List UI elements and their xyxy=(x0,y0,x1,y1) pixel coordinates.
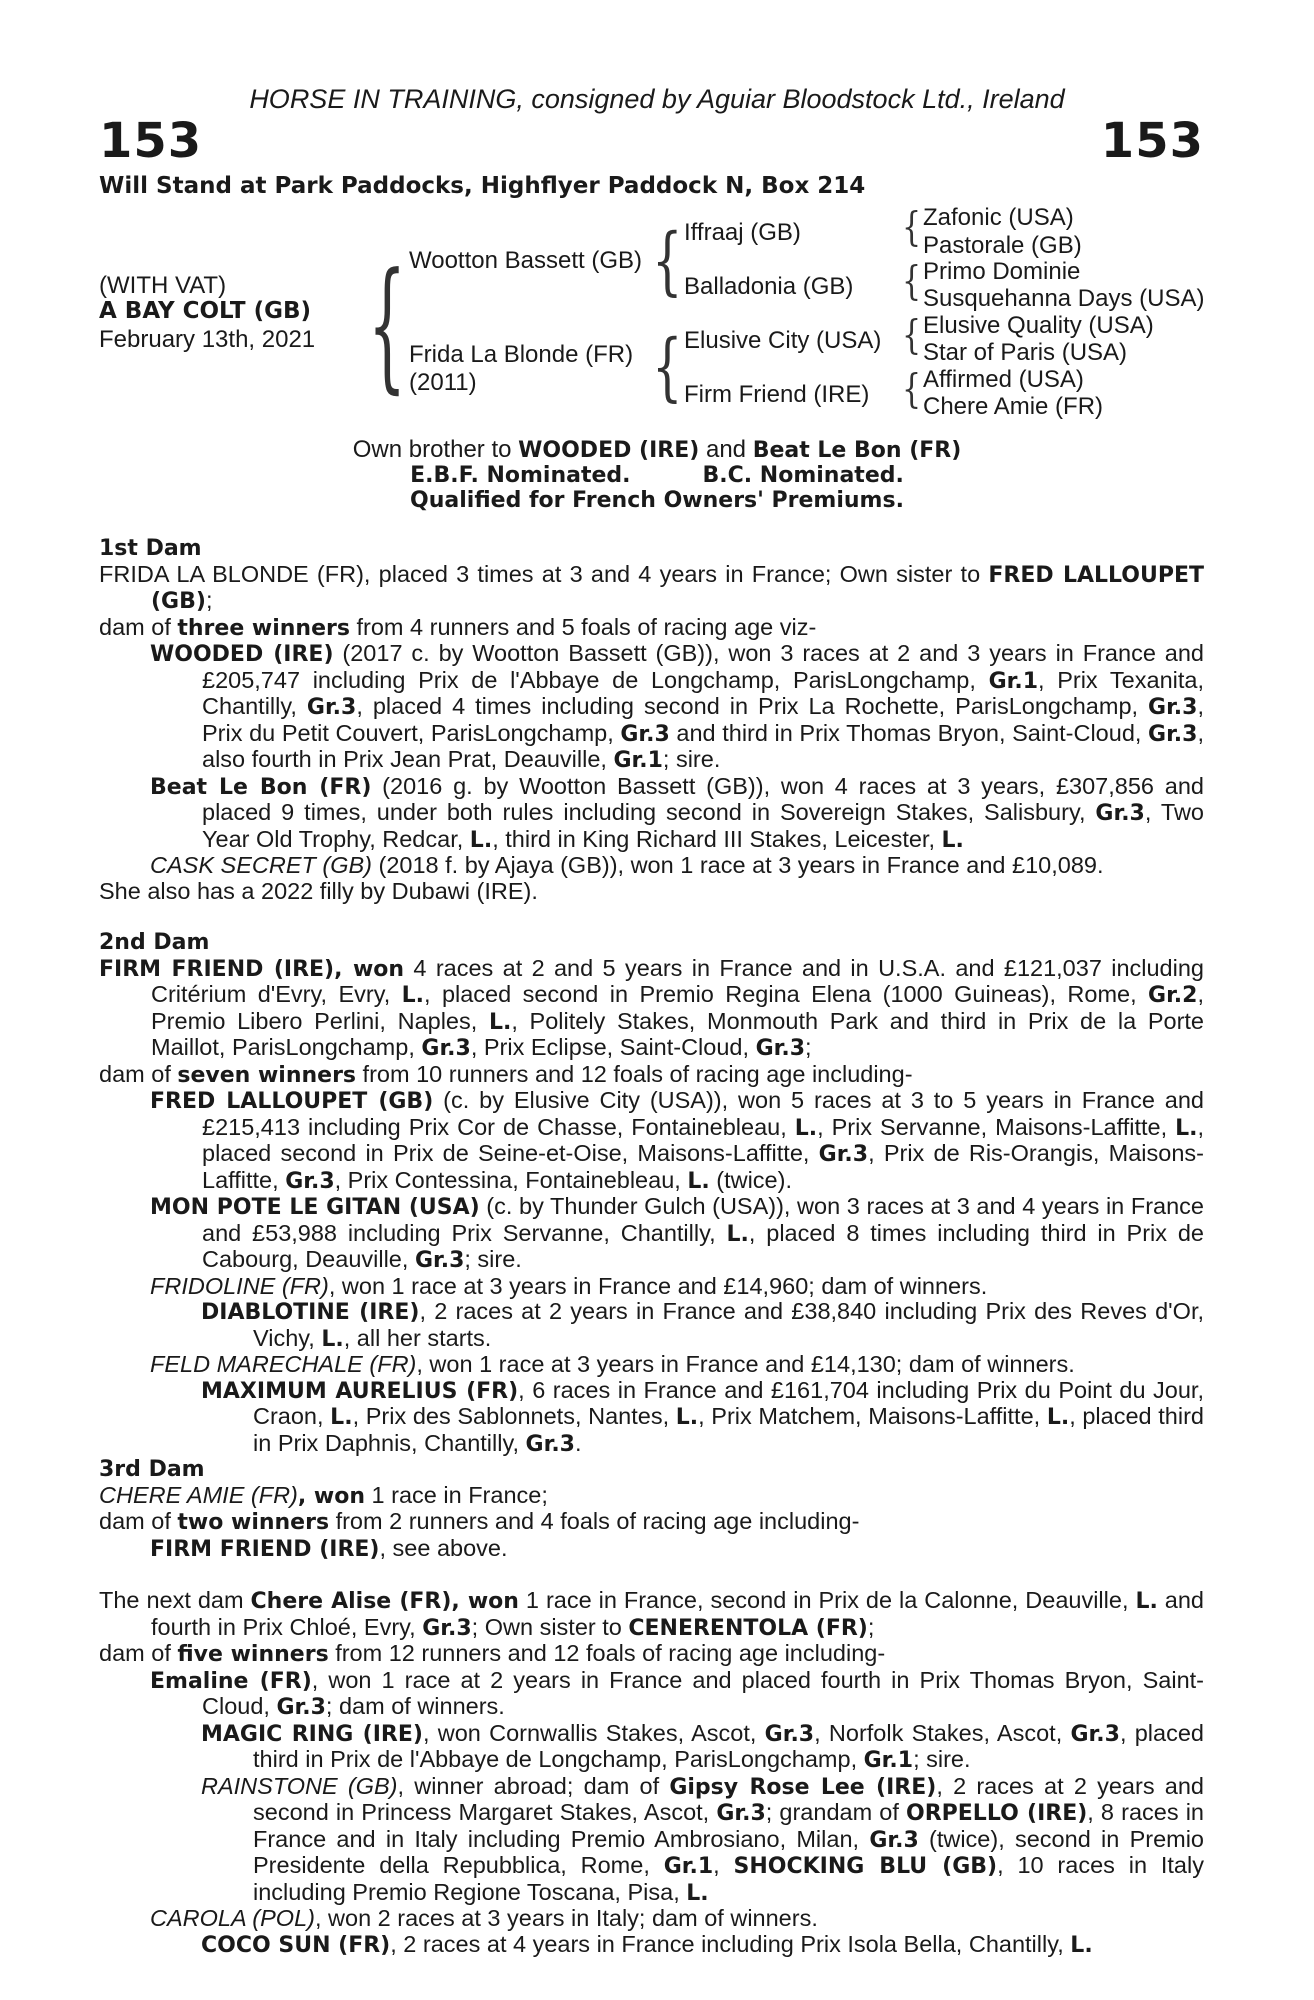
text-run: Gr.1 xyxy=(988,668,1038,694)
own-brother-2: Beat Le Bon (FR) xyxy=(752,438,962,463)
text-run: L. xyxy=(1175,1115,1198,1141)
text-run: FRED LALLOUPET (GB) xyxy=(150,1089,434,1114)
text-run: ; sire. xyxy=(913,1746,971,1772)
text-run: , 6 races in France and £161,704 including Prix du Point du Jour, Craon, xyxy=(253,1376,1204,1429)
text-run: Gr.3 xyxy=(620,721,670,747)
text-run: Emaline (FR) xyxy=(150,1668,312,1694)
produce-beat-le-bon xyxy=(99,774,1204,854)
text-run: Chere Alise (FR) xyxy=(250,1589,452,1614)
text-run: Gr.3 xyxy=(818,1142,869,1167)
pedigree-sire-sire: Iffraaj (GB) xyxy=(684,219,801,246)
text-run: Gr.1 xyxy=(613,748,663,773)
text-run: , also fourth in Prix Jean Prat, Deauville, xyxy=(202,719,1204,772)
pedigree-dam-sire: Elusive City (USA) xyxy=(684,327,882,354)
own-brother-prefix: Own brother to xyxy=(352,436,519,463)
text-run: Gr.3 xyxy=(1148,721,1198,747)
text-run: MAXIMUM AURELIUS (FR) xyxy=(201,1378,519,1404)
text-run: MON POTE LE GITAN (USA) xyxy=(150,1195,480,1220)
produce-fridoline xyxy=(99,1274,1204,1300)
produce-record xyxy=(99,536,1204,1958)
text-run: (twice). xyxy=(709,1166,792,1193)
text-run: CHERE AMIE (FR) xyxy=(99,1481,298,1508)
produce-diablotine xyxy=(99,1299,1204,1352)
pedigree-sdd: Susquehanna Days (USA) xyxy=(923,285,1205,312)
text-run: , 10 races in Italy including Premio Regione Toscana, Pisa, xyxy=(253,1852,1204,1905)
text-run: L. xyxy=(726,1221,749,1247)
french-premiums-line xyxy=(0,487,1314,513)
text-run: FRIDA LA BLONDE (FR), placed 3 times at 3 and 4 years in France; Own sister to xyxy=(99,560,989,587)
text-run: L. xyxy=(1070,1932,1093,1958)
nominations-line xyxy=(0,462,1314,488)
dam-brace: { xyxy=(652,324,683,411)
pedigree-ddd: Chere Amie (FR) xyxy=(923,393,1104,420)
text-run: SHOCKING BLU (GB) xyxy=(733,1854,998,1879)
brace-sd: { xyxy=(902,258,922,306)
second-dam-heading: 2nd Dam xyxy=(99,930,210,955)
brace-ds: { xyxy=(902,312,922,360)
text-run: FIRM FRIEND (IRE) xyxy=(150,1536,380,1562)
text-run: , won xyxy=(451,1589,519,1614)
main-brace: { xyxy=(368,244,407,409)
text-run: CASK SECRET (GB) xyxy=(150,852,372,878)
text-run: , won xyxy=(334,956,405,982)
text-run: , placed second in Premio Regina Elena (1000 Guineas), Rome, xyxy=(424,981,1149,1007)
text-run: , Norfolk Stakes, Ascot, xyxy=(814,1719,1071,1746)
brace-ss: { xyxy=(902,204,922,252)
text-run: , placed third in Prix de l'Abbaye de Longchamp, ParisLongchamp, xyxy=(253,1719,1204,1772)
text-run: The next dam xyxy=(99,1587,251,1613)
third-dam-dam-of xyxy=(99,1509,1204,1536)
text-run: , Two Year Old Trophy, Redcar, xyxy=(202,799,1204,852)
text-run: CAROLA (POL) xyxy=(150,1905,315,1931)
pedigree-sire: Wootton Bassett (GB) xyxy=(409,247,642,274)
first-dam-heading: 1st Dam xyxy=(99,536,202,561)
text-run: dam of xyxy=(99,613,178,640)
text-run: , winner abroad; dam of xyxy=(397,1772,670,1799)
text-run: , 2 races at 4 years in France including Prix Isola Bella, Chantilly, xyxy=(390,1930,1071,1957)
text-run: L. xyxy=(687,1168,710,1194)
text-run: , Politely Stakes, Monmouth Park and third in Prix de la Porte Maillot, ParisLongchamp, xyxy=(151,1007,1204,1060)
produce-wooded xyxy=(99,641,1204,774)
text-run: , Prix Texanita, Chantilly, xyxy=(202,666,1204,719)
horse-name: A BAY COLT (GB) xyxy=(99,298,312,324)
own-brother-and: and xyxy=(699,436,753,463)
text-run: ; grandam of xyxy=(765,1799,907,1825)
text-run: five winners xyxy=(177,1642,329,1667)
text-run: , Premio Libero Perlini, Naples, xyxy=(151,981,1204,1034)
consignment-line: HORSE IN TRAINING, consigned by Aguiar Bloodstock Ltd., Ireland xyxy=(249,84,1065,114)
text-run: L. xyxy=(1046,1405,1070,1430)
own-brother-1: WOODED (IRE) xyxy=(518,438,700,463)
text-run: ; xyxy=(867,1613,875,1640)
text-run: , placed second in Prix de Seine-et-Oise, Maisons-Laffitte, xyxy=(202,1113,1204,1166)
text-run: , Prix Servanne, Maisons-Laffitte, xyxy=(817,1113,1176,1140)
text-run: Gr.3 xyxy=(764,1721,815,1747)
text-run: , won 1 race at 3 years in France and £14,130; dam of winners. xyxy=(416,1351,1075,1377)
ebf-nominated: E.B.F. Nominated. xyxy=(410,463,631,488)
text-run: FELD MARECHALE (FR) xyxy=(150,1351,417,1377)
text-run: RAINSTONE (GB) xyxy=(201,1772,398,1799)
pedigree-sire-dam: Balladonia (GB) xyxy=(684,273,854,300)
text-run: . xyxy=(574,1429,582,1456)
text-run: MAGIC RING (IRE) xyxy=(201,1721,423,1747)
text-run: ; Own sister to xyxy=(471,1613,629,1640)
text-run: FIRM FRIEND (IRE) xyxy=(99,956,335,982)
text-run: L. xyxy=(794,1115,818,1141)
text-run: (2018 f. by Ajaya (GB)), won 1 race at 3 years in France and £10,089. xyxy=(371,852,1104,878)
produce-fred-lalloupet xyxy=(99,1088,1204,1194)
text-run: Gr.1 xyxy=(863,1748,914,1773)
text-run: , won Cornwallis Stakes, Ascot, xyxy=(422,1719,765,1746)
text-run: three winners xyxy=(177,615,350,641)
text-run: CENERENTOLA (FR) xyxy=(628,1615,868,1641)
text-run: , all her starts. xyxy=(343,1324,492,1351)
next-dam-intro xyxy=(99,1588,1204,1641)
text-run: Gr.3 xyxy=(285,1168,335,1194)
text-run: from 10 runners and 12 foals of racing age including- xyxy=(356,1060,913,1087)
text-run: Gr.3 xyxy=(1070,1721,1120,1747)
text-run: Gr.3 xyxy=(716,1801,766,1826)
text-run: Gr.3 xyxy=(414,1248,465,1273)
produce-feld-marechale xyxy=(99,1352,1204,1378)
text-run: from 2 runners and 4 foals of racing age including- xyxy=(329,1508,860,1534)
text-run: dam of xyxy=(99,1640,178,1666)
pedigree-dam-year: (2011) xyxy=(409,369,477,396)
pedigree-sds: Primo Dominie xyxy=(923,258,1081,285)
text-run: two winners xyxy=(177,1510,330,1535)
text-run: COCO SUN (FR) xyxy=(201,1932,391,1958)
text-run: , won 1 race at 2 years in France and placed fourth in Prix Thomas Bryon, Saint-Cloud, xyxy=(202,1666,1204,1719)
text-run: Gr.3 xyxy=(869,1827,919,1853)
pedigree-ssd: Pastorale (GB) xyxy=(923,232,1082,259)
text-run: Gr.3 xyxy=(1095,801,1145,826)
text-run: L. xyxy=(330,1405,353,1430)
second-dam-intro xyxy=(99,956,1204,1062)
vat-note: (WITH VAT) xyxy=(99,272,227,299)
text-run: (c. by Elusive City (USA)), won 5 races at 3 to 5 years in France and £215,413 including Prix Cor de Chasse, Fontainebleau, xyxy=(202,1087,1204,1140)
next-dam-dam-of xyxy=(99,1641,1204,1668)
produce-maximum-aurelius xyxy=(99,1378,1204,1458)
text-run: (twice), second in Premio Presidente della Repubblica, Rome, xyxy=(253,1825,1205,1878)
text-run: , Prix de Ris-Orangis, Maisons-Laffitte, xyxy=(202,1140,1204,1193)
french-premiums: Qualified for French Owners' Premiums. xyxy=(410,488,904,513)
text-run: Beat Le Bon (FR) xyxy=(150,774,372,800)
text-run: and fourth in Prix Chloé, Evry, xyxy=(151,1587,1204,1640)
text-run: Gr.3 xyxy=(525,1431,575,1457)
pedigree-dam-dam: Firm Friend (IRE) xyxy=(684,381,870,408)
stand-location: Will Stand at Park Paddocks, Highflyer Paddock N, Box 214 xyxy=(99,173,866,199)
text-run: 1 race in France, second in Prix de la Calonne, Deauville, xyxy=(518,1587,1136,1613)
text-run: L. xyxy=(941,827,964,853)
text-run: , third in King Richard III Stakes, Leicester, xyxy=(492,825,942,852)
pedigree-sss: Zafonic (USA) xyxy=(923,204,1074,231)
text-run: , placed third in Prix Daphnis, Chantilly, xyxy=(253,1403,1204,1456)
text-run: L. xyxy=(686,1880,709,1906)
text-run: , xyxy=(713,1852,734,1878)
produce-rainstone xyxy=(99,1774,1204,1907)
text-run: and third in Prix Thomas Bryon, Saint-Cloud, xyxy=(669,719,1149,746)
sire-brace: { xyxy=(652,218,683,305)
produce-emaline xyxy=(99,1668,1204,1721)
first-dam-also: She also has a 2022 filly by Dubawi (IRE). xyxy=(99,877,538,904)
text-run: ; dam of winners. xyxy=(325,1693,505,1719)
text-run: ORPELLO (IRE) xyxy=(906,1801,1088,1826)
text-run: , 2 races at 2 years and second in Princess Margaret Stakes, Ascot, xyxy=(253,1772,1204,1825)
produce-cask-secret xyxy=(99,853,1204,879)
first-dam-dam-of xyxy=(99,615,1204,642)
text-run: 4 races at 2 and 5 years in France and in U.S.A. and £121,037 including Critérium d'Evry, Evry, xyxy=(151,954,1204,1007)
text-run: (2016 g. by Wootton Bassett (GB)), won 4 races at 3 years, £307,856 and placed 9 times, under both rules including second in Sovereign Stakes, Salisbury, xyxy=(202,772,1204,825)
text-run: Gr.3 xyxy=(1148,695,1198,720)
text-run: , placed 8 times including third in Prix de Cabourg, Deauville, xyxy=(202,1219,1204,1272)
text-run: , see above. xyxy=(379,1534,508,1561)
text-run: , Prix Matchem, Maisons-Laffitte, xyxy=(698,1403,1047,1429)
produce-firm-friend xyxy=(99,1536,1204,1563)
third-dam-intro xyxy=(99,1483,1204,1510)
text-run: L. xyxy=(1135,1589,1158,1614)
text-run: , Prix du Petit Couvert, ParisLongchamp, xyxy=(202,693,1204,746)
produce-carola xyxy=(99,1906,1204,1932)
text-run: FRED LALLOUPET (GB) xyxy=(151,562,1205,614)
own-brother-line xyxy=(0,437,1314,463)
pedigree-dsd: Star of Paris (USA) xyxy=(923,339,1128,366)
text-run: , placed 4 times including second in Prix La Rochette, ParisLongchamp, xyxy=(356,693,1149,719)
text-run: L. xyxy=(401,983,425,1008)
text-run: ; sire. xyxy=(464,1246,522,1272)
first-dam-intro xyxy=(99,562,1204,615)
text-run: Gr.1 xyxy=(663,1854,714,1879)
text-run: Gr.3 xyxy=(306,695,357,720)
text-run: DIABLOTINE (IRE) xyxy=(201,1300,420,1325)
text-run: FRIDOLINE (FR) xyxy=(150,1272,329,1299)
text-run: Gr.3 xyxy=(421,1036,471,1061)
text-run: dam of xyxy=(99,1060,178,1087)
text-run: ; sire. xyxy=(662,746,721,772)
lot-number-left: 153 xyxy=(99,113,203,169)
third-dam-heading: 3rd Dam xyxy=(99,1457,205,1482)
produce-magic-ring xyxy=(99,1721,1204,1774)
text-run: dam of xyxy=(99,1508,178,1534)
text-run: 1 race in France; xyxy=(365,1481,548,1508)
text-run: L. xyxy=(675,1405,699,1430)
text-run: from 12 runners and 12 foals of racing age including- xyxy=(328,1640,886,1666)
text-run: , won 2 races at 3 years in Italy; dam of winners. xyxy=(314,1905,818,1931)
text-run: from 4 runners and 5 foals of racing age viz- xyxy=(349,613,817,640)
text-run: Gr.2 xyxy=(1148,983,1198,1008)
text-run: L. xyxy=(469,827,493,853)
text-run: WOODED (IRE) xyxy=(150,642,334,667)
text-run: ; xyxy=(805,1034,812,1060)
text-run: , Prix Contessina, Fontainebleau, xyxy=(334,1166,688,1193)
text-run: , Prix Eclipse, Saint-Cloud, xyxy=(470,1034,756,1060)
foaling-date: February 13th, 2021 xyxy=(99,326,316,353)
produce-mon-pote-le-gitan xyxy=(99,1194,1204,1274)
text-run: L. xyxy=(488,1009,512,1035)
text-run: (2017 c. by Wootton Bassett (GB)), won 3 races at 2 and 3 years in France and £205,747 including Prix de l'Abbaye de Longchamp, ParisLongchamp, xyxy=(202,640,1204,693)
brace-dd: { xyxy=(902,366,922,414)
second-dam-dam-of xyxy=(99,1062,1204,1089)
text-run: seven winners xyxy=(177,1062,357,1088)
text-run: Gr.3 xyxy=(276,1695,326,1720)
text-run: , 8 races in France and in Italy including Premio Ambrosiano, Milan, xyxy=(253,1799,1204,1852)
text-run: , Prix des Sablonnets, Nantes, xyxy=(352,1403,676,1429)
text-run: Gr.3 xyxy=(755,1036,805,1061)
text-run: , 2 races at 2 years in France and £38,840 including Prix des Reves d'Or, Vichy, xyxy=(253,1298,1205,1351)
text-run: ; xyxy=(205,587,213,613)
text-run: Gipsy Rose Lee (IRE) xyxy=(669,1774,937,1800)
produce-coco-sun xyxy=(99,1932,1204,1959)
pedigree-dam: Frida La Blonde (FR) xyxy=(409,341,634,368)
text-run: , won xyxy=(297,1483,366,1509)
pedigree-dss: Elusive Quality (USA) xyxy=(923,312,1154,339)
pedigree-dds: Affirmed (USA) xyxy=(923,366,1084,393)
bc-nominated: B.C. Nominated. xyxy=(702,463,904,488)
text-run: , won 1 race at 3 years in France and £14,960; dam of winners. xyxy=(328,1272,988,1299)
text-run: Gr.3 xyxy=(422,1615,472,1641)
lot-number-right: 153 xyxy=(1100,113,1204,169)
text-run: (c. by Thunder Gulch (USA)), won 3 races at 3 and 4 years in France and £53,988 including Prix Servanne, Chantilly, xyxy=(202,1193,1204,1246)
text-run: L. xyxy=(321,1326,344,1352)
